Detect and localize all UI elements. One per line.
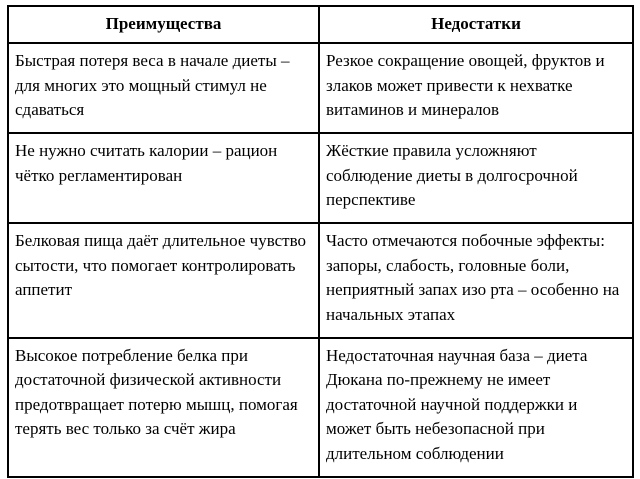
pros-cons-table (7, 5, 634, 478)
disadvantage-cell: Жёсткие правила усложняют соблюдение диеты в долгосрочной перспективе (319, 133, 633, 223)
advantage-cell: Не нужно считать калории – рацион чётко регламентирован (8, 133, 319, 223)
header-row (8, 6, 633, 43)
column-header-disadvantages: Недостатки (319, 6, 633, 43)
table-row (8, 338, 633, 477)
disadvantage-cell: Резкое сокращение овощей, фруктов и злаков может привести к нехватке витаминов и минералов (319, 43, 633, 133)
advantage-cell: Белковая пища даёт длительное чувство сытости, что помогает контролировать аппетит (8, 223, 319, 338)
disadvantage-cell: Часто отмечаются побочные эффекты: запоры, слабость, головные боли, неприятный запах изо рта – особенно на начальных этапах (319, 223, 633, 338)
advantage-cell: Высокое потребление белка при достаточной физической активности предотвращает потерю мышц, помогая терять вес только за счёт жира (8, 338, 319, 477)
table-row (8, 133, 633, 223)
table-row (8, 223, 633, 338)
disadvantage-cell: Недостаточная научная база – диета Дюкана по-прежнему не имеет достаточной научной поддержки и может быть небезопасной при длительном соблюдении (319, 338, 633, 477)
column-header-advantages: Преимущества (8, 6, 319, 43)
advantage-cell: Быстрая потеря веса в начале диеты – для многих это мощный стимул не сдаваться (8, 43, 319, 133)
table-row (8, 43, 633, 133)
